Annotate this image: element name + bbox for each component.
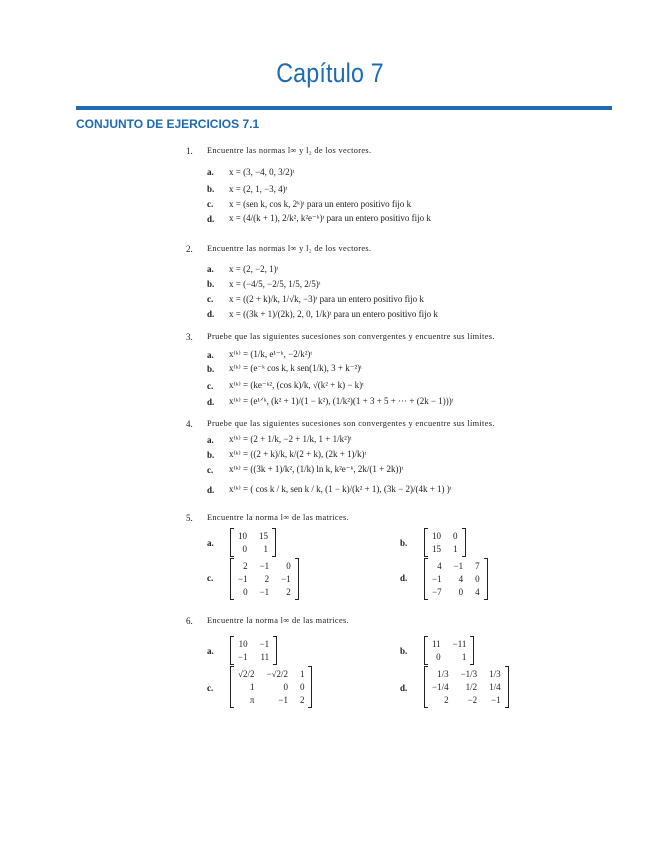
matrix-cell: −1: [278, 695, 288, 705]
matrix-cell: 0: [283, 682, 288, 692]
matrices5-matrix-2: [230, 558, 299, 600]
matrix-cell: −1: [453, 561, 464, 571]
matrix-cell: 11: [260, 652, 270, 662]
matrices6-label-0: a.: [207, 646, 214, 656]
matrix-cell: 1/3: [437, 669, 449, 679]
matrix-cell: −1: [432, 574, 442, 584]
matrix-cell: 0: [299, 682, 305, 692]
matrix-cell: −1: [259, 561, 270, 571]
problem-5-prompt: Encuentre la norma l∞ de las matrices.: [207, 513, 350, 522]
matrices6-label-3: d.: [400, 683, 408, 693]
matrix-cell: 10: [238, 639, 248, 649]
matrices5-label-1: b.: [400, 538, 408, 548]
matrices5-label-0: a.: [207, 538, 214, 548]
matrix-cell: 15: [432, 544, 441, 554]
matrix-cell: 4: [437, 561, 442, 571]
matrices5-label-2: c.: [207, 573, 214, 583]
matrix-cell: 0: [243, 587, 248, 597]
problem-2-number: 2.: [186, 244, 193, 254]
problem-2-item-a: a. x = (2, −2, 1)ᵗ: [207, 264, 279, 274]
matrix-cell: 1: [299, 669, 305, 679]
problem-2-item-c: c. x = ((2 + k)/k, 1/√k, −3)ᵗ para un entero positivo fijo k: [207, 294, 424, 304]
matrices6-matrix-3: [424, 666, 509, 708]
matrix-cell: 2: [299, 695, 305, 705]
problem-2-item-b: b. x = (−4/5, −2/5, 1/5, 2/5)ᵗ: [207, 279, 321, 289]
matrix-cell: 1: [453, 544, 458, 554]
problem-6-number: 6.: [186, 616, 193, 626]
matrices6-label-1: b.: [400, 646, 408, 656]
matrices6-matrix-2: [230, 666, 312, 708]
matrix-cell: 0: [458, 587, 464, 597]
matrix-cell: 1: [249, 682, 255, 692]
problem-3-item-d: d. x⁽ᵏ⁾ = (e¹ᐟᵏ, (k² + 1)/(1 − k²), (1/k²)(1 + 3 + 5 + ··· + (2k − 1)))ᵗ: [207, 396, 454, 407]
matrices5-matrix-0: [230, 528, 276, 557]
matrix-cell: −1: [259, 587, 270, 597]
matrix-cell: −1: [238, 652, 248, 662]
matrix-cell: 0: [242, 544, 247, 554]
problem-3-item-c: c. x⁽ᵏ⁾ = (ke⁻ᵏ², (cos k)/k, √(k² + k) − k)ᵗ: [207, 380, 364, 391]
matrix-cell: −1/3: [460, 669, 478, 679]
problem-1-prompt: Encuentre las normas l∞ y l₂ de los vectores.: [207, 146, 372, 155]
matrix-cell: 0: [286, 561, 291, 571]
matrix-cell: 0: [475, 574, 480, 584]
matrix-cell: 2: [444, 695, 449, 705]
matrix-cell: 1/2: [465, 682, 478, 692]
matrix-cell: −1: [259, 639, 270, 649]
problem-1-item-d: d. x = (4/(k + 1), 2/k², k²e⁻ᵏ)ᵗ para un entero positivo fijo k: [207, 213, 431, 224]
matrix-cell: 11: [432, 639, 441, 649]
problem-3-item-a: a. x⁽ᵏ⁾ = (1/k, e¹⁻ᵏ, −2/k²)ᵗ: [207, 349, 313, 360]
matrix-cell: 2: [286, 587, 291, 597]
matrix-cell: −11: [452, 639, 467, 649]
problem-4-item-b: b. x⁽ᵏ⁾ = ((2 + k)/k, k/(2 + k), (2k + 1)/k)ᵗ: [207, 449, 367, 460]
problem-5-number: 5.: [186, 513, 193, 523]
matrix-cell: 4: [475, 587, 480, 597]
chapter-title: Capítulo 7: [276, 58, 384, 88]
matrix-cell: 0: [453, 531, 458, 541]
matrix-cell: 0: [436, 652, 441, 662]
matrix-cell: −1: [281, 574, 291, 584]
matrix-cell: √2/2: [238, 669, 255, 679]
problem-4-item-a: a. x⁽ᵏ⁾ = (2 + 1/k, −2 + 1/k, 1 + 1/k²)ᵗ: [207, 434, 352, 445]
problem-3-prompt: Pruebe que las siguientes sucesiones son convergentes y encuentre sus límites.: [207, 332, 495, 341]
matrix-cell: 10: [238, 531, 247, 541]
matrix-cell: −1: [238, 574, 248, 584]
matrices5-matrix-1: [424, 528, 466, 557]
matrix-cell: 2: [243, 561, 248, 571]
title-rule: [76, 106, 612, 110]
problem-4-number: 4.: [186, 419, 193, 429]
problem-1-item-b: b. x = (2, 1, −3, 4)ᵗ: [207, 184, 288, 194]
section-title: CONJUNTO DE EJERCICIOS 7.1: [76, 117, 260, 131]
matrix-cell: 1/3: [489, 669, 501, 679]
matrices6-matrix-1: [424, 636, 474, 665]
matrix-cell: 1/4: [489, 682, 501, 692]
matrix-cell: −√2/2: [266, 669, 288, 679]
matrix-cell: 15: [259, 531, 268, 541]
matrix-cell: −7: [432, 587, 442, 597]
problem-4-item-d: d. x⁽ᵏ⁾ = ( cos k / k, sen k / k, (1 − k)/(k² + 1), (3k − 2)/(4k + 1) )ᵗ: [207, 484, 452, 495]
matrix-cell: 4: [458, 574, 464, 584]
matrix-cell: 10: [432, 531, 441, 541]
matrices6-label-2: c.: [207, 683, 214, 693]
matrices6-matrix-0: [230, 636, 277, 665]
matrix-cell: π: [249, 695, 255, 705]
matrices5-matrix-3: [424, 558, 488, 600]
problem-4-item-c: c. x⁽ᵏ⁾ = ((3k + 1)/k², (1/k) ln k, k²e⁻ᵏ, 2k/(1 + 2k))ᵗ: [207, 464, 404, 475]
matrix-cell: −1/4: [432, 682, 449, 692]
problem-4-prompt: Pruebe que las siguientes sucesiones son convergentes y encuentre sus límites.: [207, 419, 495, 428]
problem-3-item-b: b. x⁽ᵏ⁾ = (e⁻ᵏ cos k, k sen(1/k), 3 + k⁻²)ᵗ: [207, 363, 362, 374]
problem-2-item-d: d. x = ((3k + 1)/(2k), 2, 0, 1/k)ᵗ para un entero positivo fijo k: [207, 309, 438, 319]
problem-1-item-a: a. x = (3, −4, 0, 3/2)ᵗ: [207, 167, 295, 177]
matrix-cell: 7: [475, 561, 480, 571]
matrices5-label-3: d.: [400, 573, 408, 583]
problem-1-number: 1.: [186, 146, 193, 156]
matrix-cell: 2: [264, 574, 270, 584]
matrix-cell: −1: [491, 695, 501, 705]
problem-3-number: 3.: [186, 332, 193, 342]
matrix-cell: 1: [263, 544, 268, 554]
problem-1-item-c: c. x = (sen k, cos k, 2ᵏ)ᵗ para un entero positivo fijo k: [207, 199, 412, 209]
matrix-cell: 1: [461, 652, 467, 662]
matrix-cell: −2: [467, 695, 478, 705]
problem-6-prompt: Encuentre la norma l∞ de las matrices.: [207, 616, 350, 625]
problem-2-prompt: Encuentre las normas l∞ y l₂ de los vectores.: [207, 244, 372, 253]
